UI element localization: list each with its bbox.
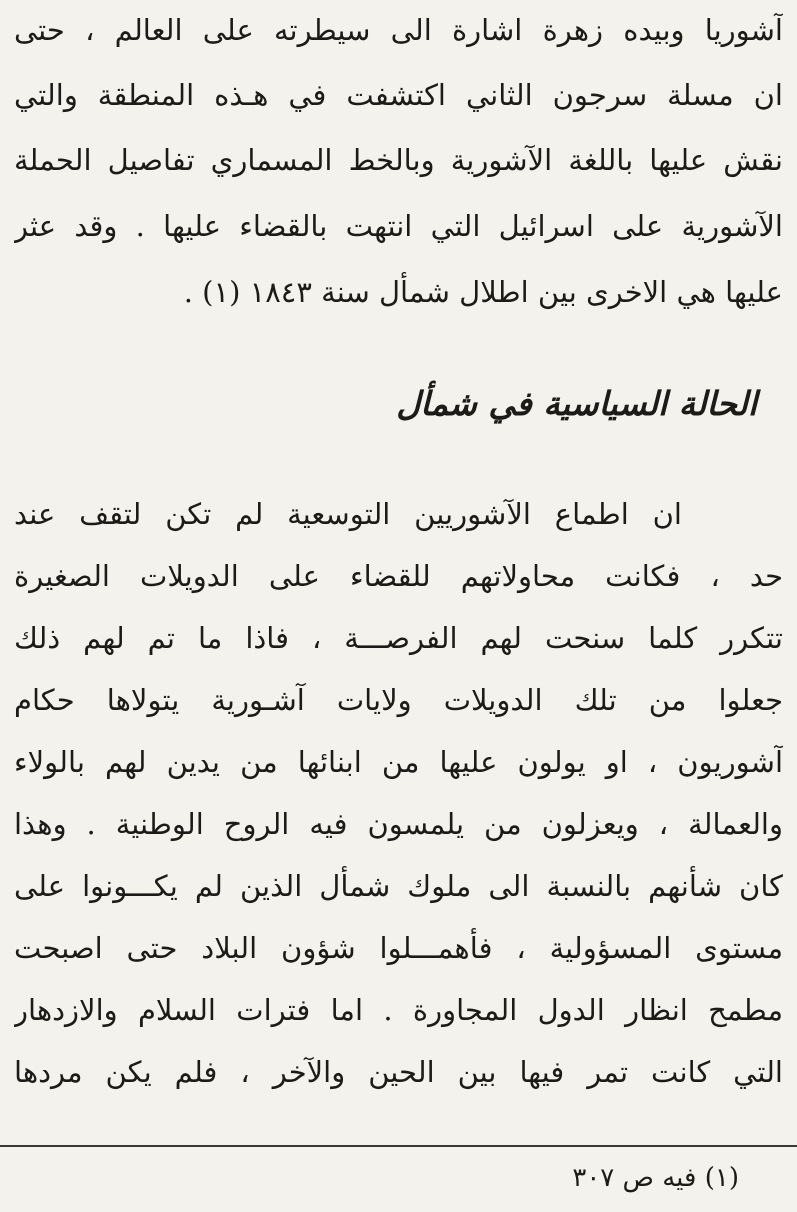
section-heading: الحالة السياسية في شمأل (396, 384, 757, 423)
footnote: (١) فيه ص ٣٠٧ (572, 1163, 739, 1193)
body-text-line: حد ، فكانت محاولاتهم للقضاء على الدويلات الصغيرة (14, 559, 783, 593)
body-text-line: التي كانت تمر فيها بين الحين والآخر ، فلم يكن مردها (14, 1055, 783, 1089)
body-text-line: ان مسلة سرجون الثاني اكتشفت في هـذه المنطقة والتي (14, 78, 783, 112)
paragraph-first-line: ان اطماع الآشوريين التوسعية لم تكن لتقف عند (14, 497, 682, 531)
body-text-line: مستوى المسؤولية ، فأهمـــلوا شؤون البلاد حتى اصبحت (14, 931, 783, 965)
body-text-line: مطمح انظار الدول المجاورة . اما فترات السلام والازدهار (14, 993, 783, 1027)
body-text-line: آشوريون ، او يولون عليها من ابنائها من يدين لهم بالولاء (14, 745, 783, 779)
footnote-divider (0, 1145, 797, 1147)
body-text-line: تتكرر كلما سنحت لهم الفرصـــة ، فاذا ما تم لهم ذلك (14, 621, 783, 655)
body-text-line: جعلوا من تلك الدويلات ولايات آشـورية يتولاها حكام (14, 683, 783, 717)
body-text-line: آشوريا وبيده زهرة اشارة الى سيطرته على العالم ، حتى (14, 13, 783, 47)
body-text-line: الآشورية على اسرائيل التي انتهت بالقضاء عليها . وقد عثر (14, 209, 783, 243)
body-text-line: والعمالة ، ويعزلون من يلمسون فيه الروح الوطنية . وهذا (14, 807, 783, 841)
body-text-line: نقش عليها باللغة الآشورية وبالخط المسماري تفاصيل الحملة (14, 143, 783, 177)
body-text-line: كان شأنهم بالنسبة الى ملوك شمأل الذين لم يكـــونوا على (14, 869, 783, 903)
body-text-line: عليها هي الاخرى بين اطلال شمأل سنة ١٨٤٣ (١) . (183, 275, 783, 309)
